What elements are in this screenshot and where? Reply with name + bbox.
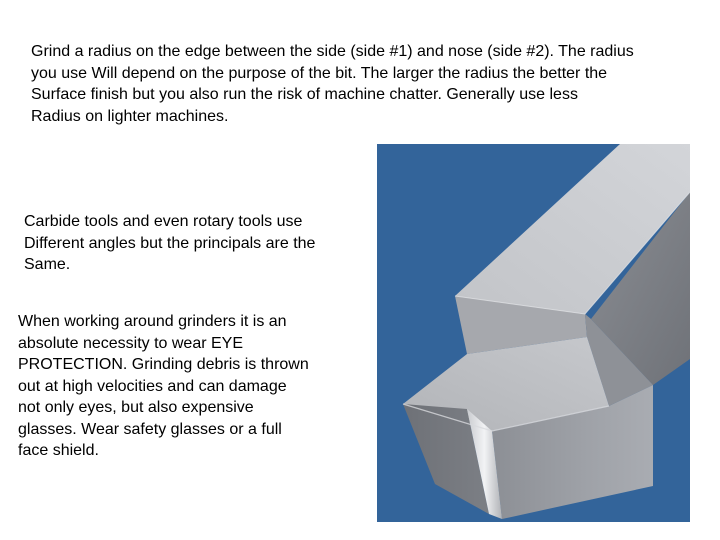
carbide-note-text: Carbide tools and even rotary tools use Different angles but the principals are the Same. bbox=[24, 213, 316, 273]
safety-note-text: When working around grinders it is an absolute necessity to wear EYE PROTECTION. Grinding debris is thrown out at high velocities and can damage not only eyes, but also expensive glasses. Wear safety glasses or a full face shield. bbox=[18, 313, 309, 459]
tool-bit-render bbox=[377, 144, 690, 522]
radius-instruction-text: Grind a radius on the edge between the side (side #1) and nose (side #2). The radius you use Will depend on the purpose of the bit. The larger the radius the better the Surface finish but you also run the risk of machine chatter. Generally use less Radius on lighter machines. bbox=[31, 43, 634, 125]
